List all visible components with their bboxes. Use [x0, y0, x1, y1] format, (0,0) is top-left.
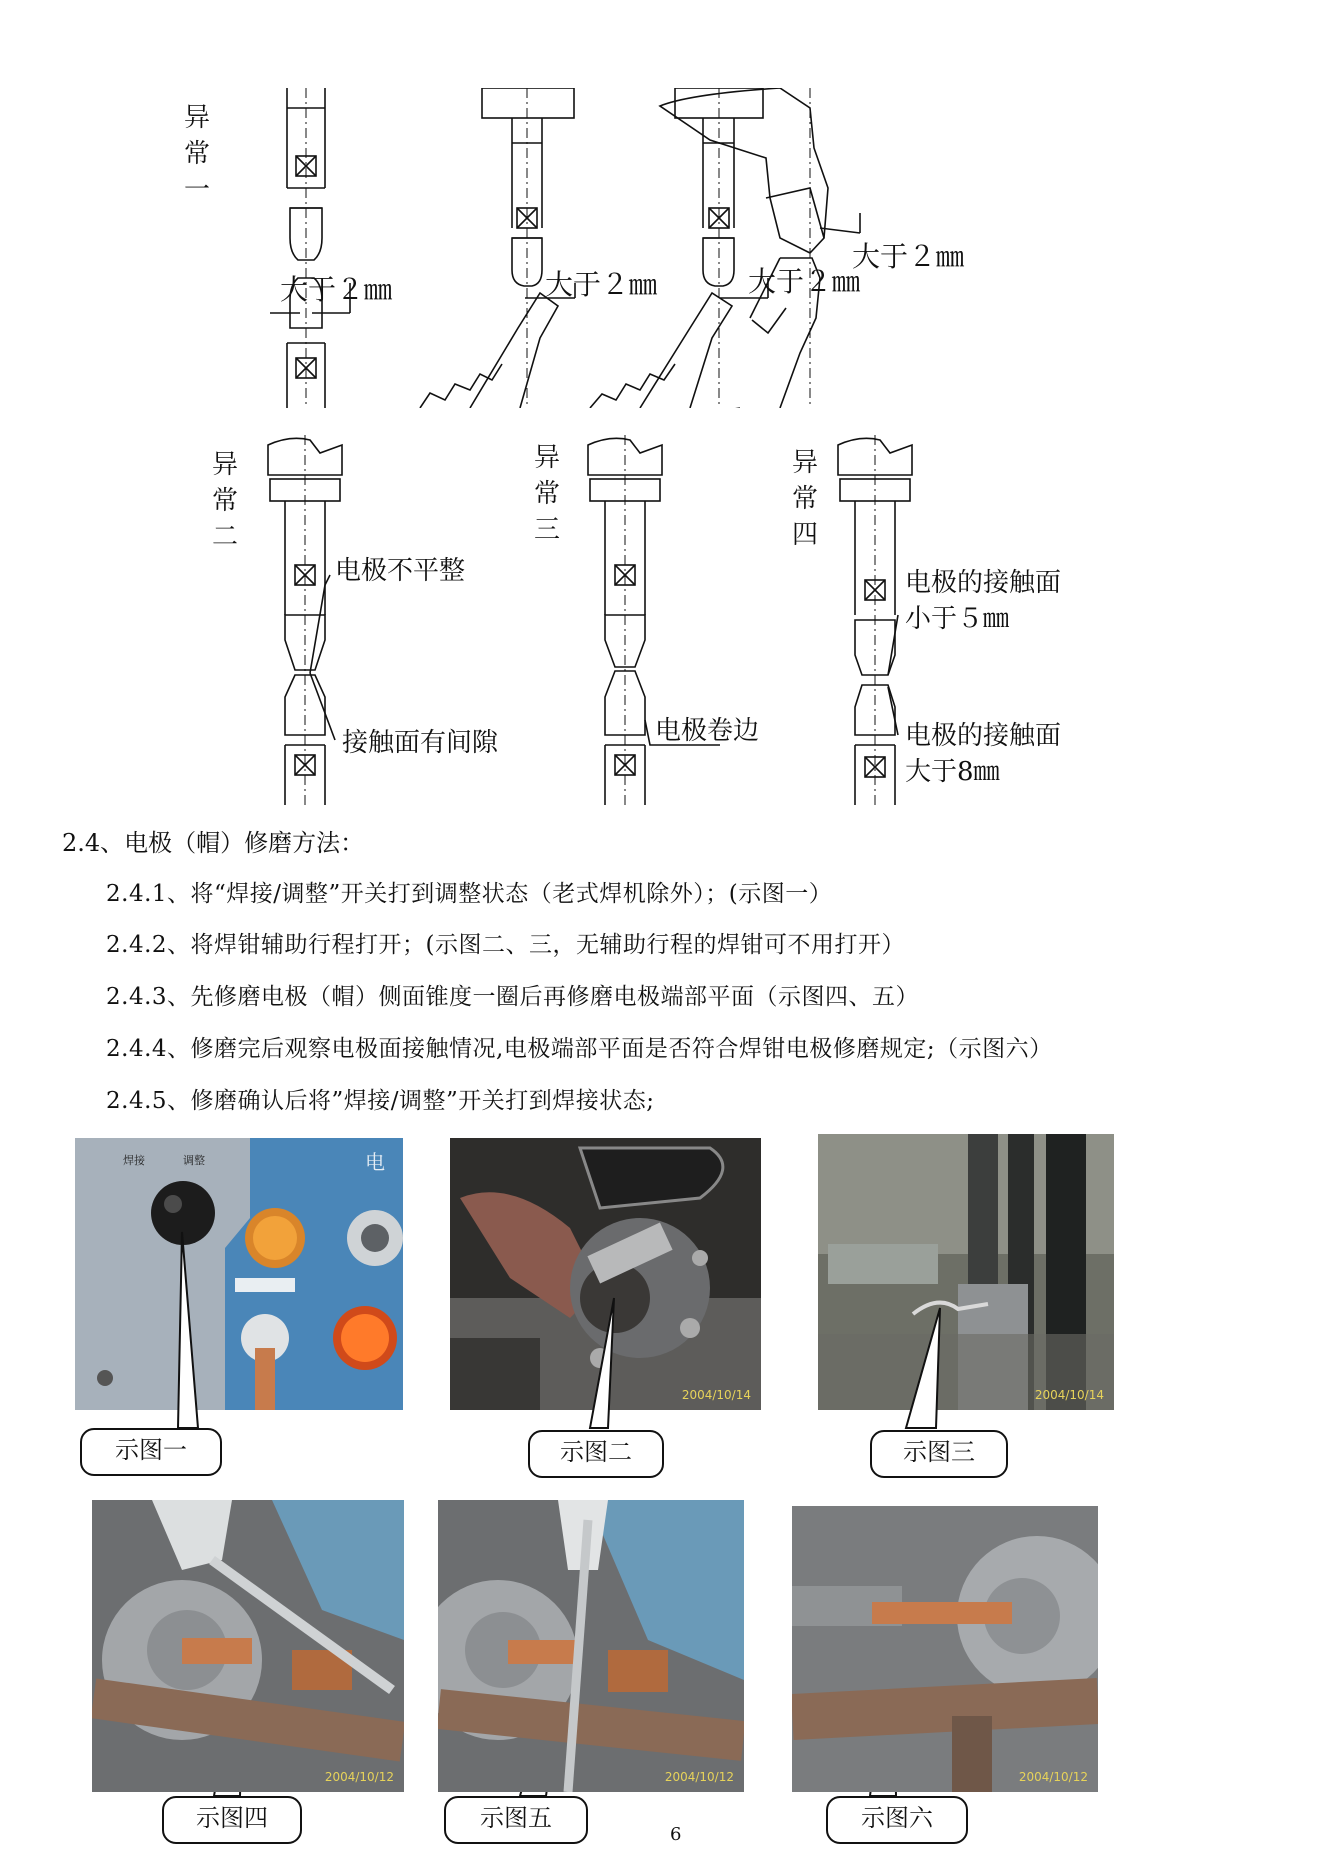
figure-3-caption: 示图三 — [870, 1430, 1008, 1478]
page-number: 6 — [670, 1824, 682, 1845]
abnormality-4-label: 异 常 四 — [791, 448, 818, 550]
step-2-4-5: 2.4.5、修磨确认后将”焊接/调整”开关打到焊接状态; — [106, 1088, 655, 1114]
dimension-label-b: 大于２㎜ — [545, 268, 658, 301]
figure-1-caption: 示图一 — [80, 1428, 222, 1476]
step-2-4-1: 2.4.1、将“焊接/调整”开关打到调整状态（老式焊机除外）；(示图一） — [106, 881, 833, 907]
step-2-4-4: 2.4.4、修磨完后观察电极面接触情况,电极端部平面是否符合焊钳电极修磨规定;（示图六） — [106, 1036, 1053, 1062]
figure-6-photo — [792, 1506, 1098, 1792]
panel-label-adjust: 调整 — [183, 1154, 205, 1167]
dimension-label-a: 大于２㎜ — [280, 273, 393, 306]
figure-5-photo — [438, 1500, 744, 1792]
note-curled-electrode: 电极卷边 — [655, 716, 760, 746]
dimension-label-d: 大于２㎜ — [852, 240, 965, 273]
note-uneven-electrode: 电极不平整 — [335, 556, 466, 586]
figure-6-caption: 示图六 — [826, 1796, 968, 1844]
figure-5-caption: 示图五 — [444, 1796, 588, 1844]
figure-5-date-stamp: 2004/10/12 — [664, 1770, 734, 1784]
dimension-label-c: 大于２㎜ — [748, 265, 861, 298]
step-2-4-3: 2.4.3、先修磨电极（帽）侧面锥度一圈后再修磨电极端部平面（示图四、五） — [106, 984, 920, 1010]
figure-6-date-stamp: 2004/10/12 — [1018, 1770, 1088, 1784]
abnormality-1-label: 异 常 一 — [183, 103, 210, 205]
step-2-4-2: 2.4.2、将焊钳辅助行程打开；(示图二、三，无辅助行程的焊钳可不用打开） — [106, 932, 905, 958]
figure-4-caption: 示图四 — [162, 1796, 302, 1844]
figure-4-photo — [92, 1500, 404, 1792]
abnormality-2-label: 异 常 二 — [211, 450, 238, 552]
note-contact-large: 电极的接触面 大于8㎜ — [905, 721, 1062, 787]
panel-label-weld: 焊接 — [123, 1154, 145, 1167]
panel-label-electric: 电 — [365, 1150, 385, 1174]
note-contact-small: 电极的接触面 小于５㎜ — [905, 568, 1062, 634]
figure-3-date-stamp: 2004/10/14 — [1034, 1388, 1104, 1402]
abnormality-3-label: 异 常 三 — [533, 443, 560, 545]
section-heading: 2.4、电极（帽）修磨方法： — [62, 829, 365, 857]
figure-2-caption: 示图二 — [528, 1430, 664, 1478]
figure-2-date-stamp: 2004/10/14 — [681, 1388, 751, 1402]
note-contact-gap: 接触面有间隙 — [342, 728, 499, 758]
figure-4-date-stamp: 2004/10/12 — [324, 1770, 394, 1784]
